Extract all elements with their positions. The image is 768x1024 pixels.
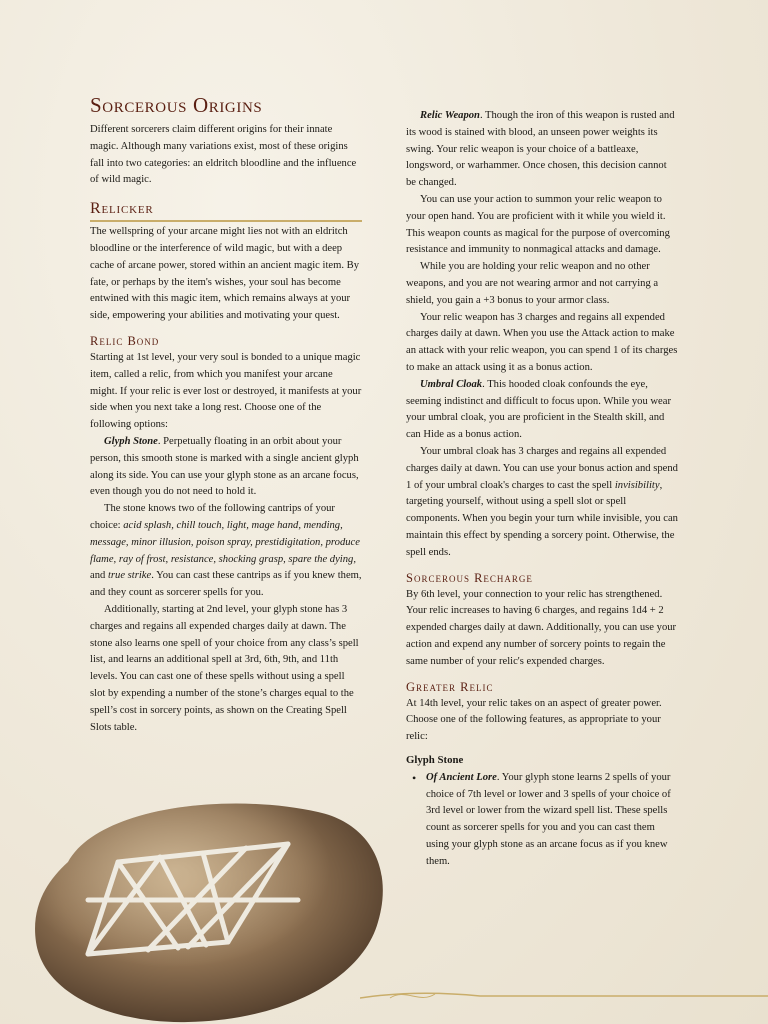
page-title: Sorcerous Origins <box>90 93 263 117</box>
greater-relic-list <box>406 770 678 871</box>
weapon-paragraph-2: You can use your action to summon your relic weapon to your open hand. You are proficient with it while you wield it. This weapon counts as magical for the purpose of overcoming resistance and immunity to nonmagical attacks and damage. <box>406 193 670 256</box>
cloak-text-post: , targeting yourself, without using a spell slot or spell components. When you begin your turn while invisible, you can maintain this effect by spending a sorcery point. Otherwise, the spell ends. <box>406 479 678 558</box>
glyph-stone-icon <box>28 782 398 1024</box>
invisibility-spell: invisibility <box>614 479 660 491</box>
relic-weapon-paragraph <box>406 108 678 192</box>
right-column <box>406 108 678 871</box>
cantrips-list: acid splash, chill touch, light, mage hand, mending, message, minor illusion, poison spray, prestidigitation, produce flame, ray of frost, resistance, shocking grasp, spare the dying, <box>90 519 360 565</box>
umbral-cloak-paragraph <box>406 377 678 444</box>
ancient-lore-term: Of Ancient Lore <box>426 771 497 783</box>
greater-relic-heading: Greater Relic <box>406 679 494 694</box>
additional-paragraph: Additionally, starting at 2nd level, your glyph stone has 3 charges and regains all expended charges daily at dawn. The stone also learns one spell of your choice from any class’s spell list, and learns an additional spell at 3rd, 6th, 9th, and 11th levels. You can cast one of these spells without using a spell slot by expending a number of the stone’s charges equal to the spell’s cost in sorcery points, as shown on the Creating Spell Slots table. <box>90 603 359 733</box>
weapon-paragraph-4: Your relic weapon has 3 charges and regains all expended charges daily at dawn. When you use the Attack action to make an attack with your relic weapon, you can spend 1 of its charges to make an attack using it as a bonus action. <box>406 311 678 373</box>
umbral-cloak-text: . This hooded cloak confounds the eye, seeming indistinct and difficult to focus upon. While you wear your umbral cloak, you are proficient in the Stealth skill, and can Hide as a bonus action. <box>406 378 671 441</box>
glyph-stone-paragraph <box>90 434 362 501</box>
cantrips-intro: The stone knows two of the following cantrips of your choice: <box>90 503 335 531</box>
glyph-stone-term: Glyph Stone <box>104 435 158 447</box>
glyph-stone-subheading: Glyph Stone <box>406 753 464 766</box>
cloak-paragraph-2 <box>406 444 678 562</box>
weapon-paragraph-3: While you are holding your relic weapon and no other weapons, and you are not wearing armor and not carrying a shield, you gain a +3 bonus to your armor class. <box>406 261 659 306</box>
greater-relic-paragraph: At 14th level, your relic takes on an aspect of greater power. Choose one of the following features, as appropriate to your relic: <box>406 697 662 743</box>
ancient-lore-text: . Your glyph stone learns 2 spells of your choice of 7th level or lower and 3 spells of your choice of 3rd level or lower from the wizard spell list. These spells count as sorcerer spells for you and you can cast them using your glyph stone as an arcane focus as if you knew them. <box>426 771 671 867</box>
relic-bond-heading: Relic Bond <box>90 333 160 348</box>
left-column <box>90 92 362 736</box>
cantrips-paragraph <box>90 501 362 602</box>
relicker-heading: Relicker <box>90 199 362 222</box>
intro-paragraph: Different sorcerers claim different origins for their innate magic. Although many variations exist, most of these origins fall into two categories: an eldritch bloodline and the influence of wild magic. <box>90 124 357 186</box>
umbral-cloak-term: Umbral Cloak <box>420 378 483 390</box>
relic-weapon-term: Relic Weapon <box>420 110 480 121</box>
cantrips-last: true strike <box>107 570 152 582</box>
footer-ornament <box>360 988 768 1008</box>
relic-weapon-text: . Though the iron of this weapon is rusted and its wood is stained with blood, an unseen power weights its swing. Your relic weapon is your choice of a battleaxe, longsword, or warhammer. Once chosen, this decision cannot be changed. <box>406 110 675 189</box>
cantrips-and: and <box>90 570 108 582</box>
relic-bond-paragraph: Starting at 1st level, your very soul is bonded to a unique magic item, called a relic, from which you manifest your arcane might. If your relic is ever lost or destroyed, it manifests at your side when you next take a long rest. Choose one of the following options: <box>90 351 362 431</box>
glyph-stone-text: . Perpetually floating in an orbit about your person, this smooth stone is marked with a single ancient glyph along its side. You can use your glyph stone as an arcane focus, even though you do not need to hold it. <box>90 435 359 498</box>
sorcerous-recharge-heading: Sorcerous Recharge <box>406 570 533 585</box>
cloak-text-pre: Your umbral cloak has 3 charges and regains all expended charges daily at dawn. You can use your bonus action and spend 1 of your umbral cloak's charges to cast the spell <box>406 445 678 491</box>
cantrips-outro: . You can cast these cantrips as if you knew them, and they count as sorcerer spells for you. <box>90 570 362 599</box>
list-item <box>426 770 678 871</box>
relicker-paragraph: The wellspring of your arcane might lies not with an eldritch bloodline or the interference of wild magic, but with a deep cache of arcane power, stored within an ancient magic item. By fate, or perhaps by the item's wishes, your soul has become entwined with this magic item, which remains always at your side, empowering your abilities and motivating your quest. <box>90 226 360 322</box>
sorcerous-recharge-paragraph: By 6th level, your connection to your relic has strengthened. Your relic increases to having 6 charges, and regains 1d4 + 2 expended charges daily at dawn. Additionally, you can use your action and expend any number of sorcery points to regain the same number of your relic's expended charges. <box>406 588 677 667</box>
